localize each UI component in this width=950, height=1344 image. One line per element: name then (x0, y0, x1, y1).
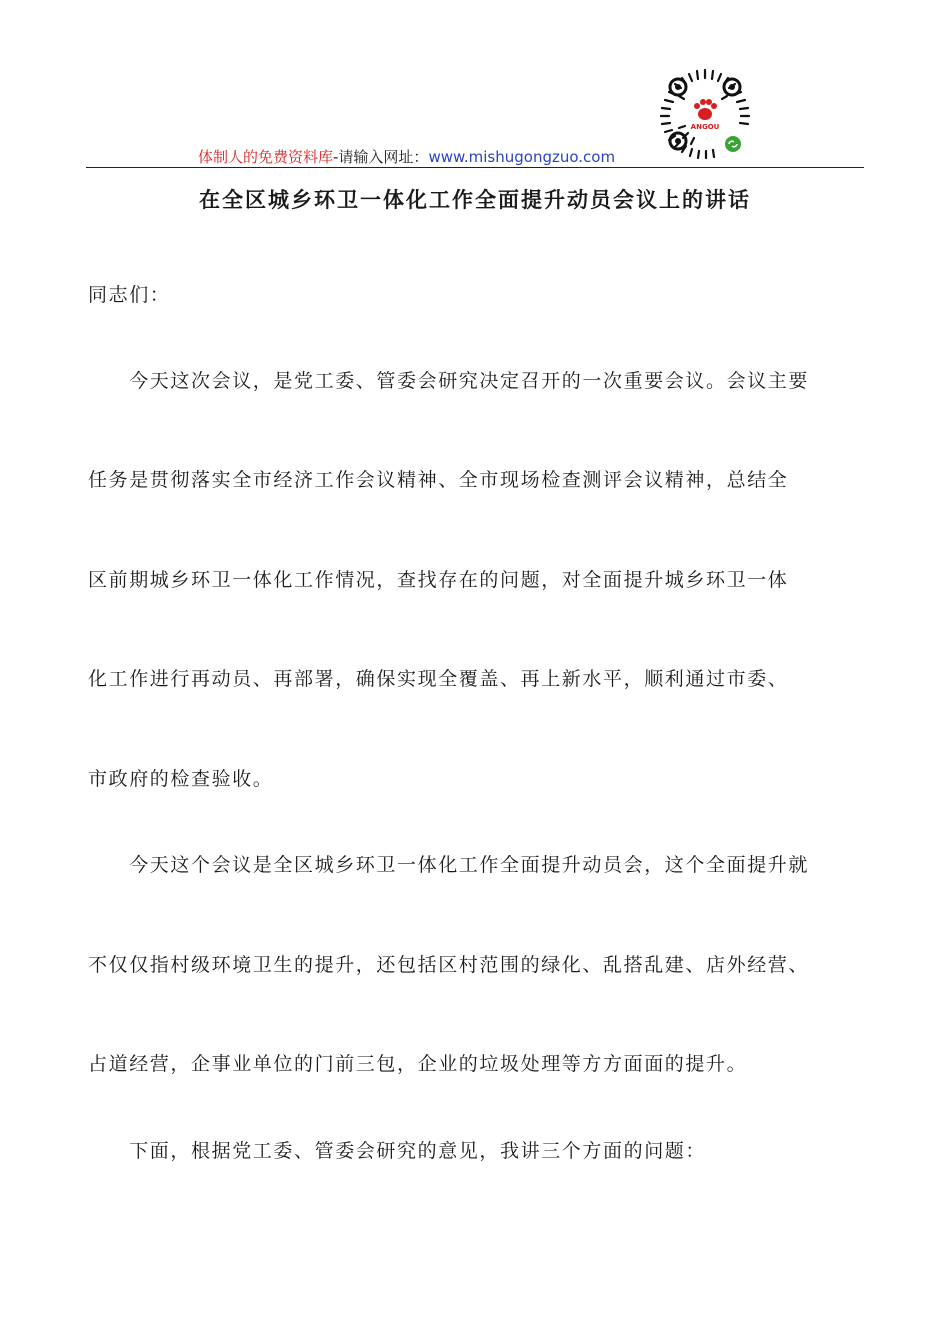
qr-code[interactable] (657, 66, 753, 162)
paragraph-line: 今天这次会议，是党工委、管委会研究决定召开的一次重要会议。会议主要 (88, 370, 810, 392)
paragraph-line: 不仅仅指村级环境卫生的提升，还包括区村范围的绿化、乱搭乱建、店外经营、 (88, 954, 810, 976)
prompt-text: -请输入网址： (333, 148, 429, 166)
paragraph-line: 市政府的检查验收。 (88, 768, 274, 790)
paragraph-line: 下面，根据党工委、管委会研究的意见，我讲三个方面的问题： (88, 1140, 707, 1162)
header-banner (198, 146, 615, 167)
qr-label: ANGOU (690, 123, 720, 131)
paragraph-line: 占道经营，企事业单位的门前三包，企业的垃圾处理等方方面面的提升。 (88, 1053, 748, 1075)
document-title: 在全区城乡环卫一体化工作全面提升动员会议上的讲话 (199, 188, 751, 212)
paragraph-line: 任务是贯彻落实全市经济工作会议精神、全市现场检查测评会议精神，总结全 (88, 469, 789, 491)
badge-icon (725, 136, 741, 152)
paragraph-line: 化工作进行再动员、再部署，确保实现全覆盖、再上新水平，顺利通过市委、 (88, 668, 789, 690)
salutation: 同志们： (88, 284, 171, 306)
site-url-link[interactable]: www.mishugongzuo.com (428, 148, 616, 166)
brand-text: 体制人的免费资料库 (198, 148, 334, 166)
header-divider (86, 167, 864, 168)
paragraph-line: 今天这个会议是全区城乡环卫一体化工作全面提升动员会，这个全面提升就 (88, 854, 810, 876)
paragraph-line: 区前期城乡环卫一体化工作情况，查找存在的问题，对全面提升城乡环卫一体 (88, 569, 789, 591)
